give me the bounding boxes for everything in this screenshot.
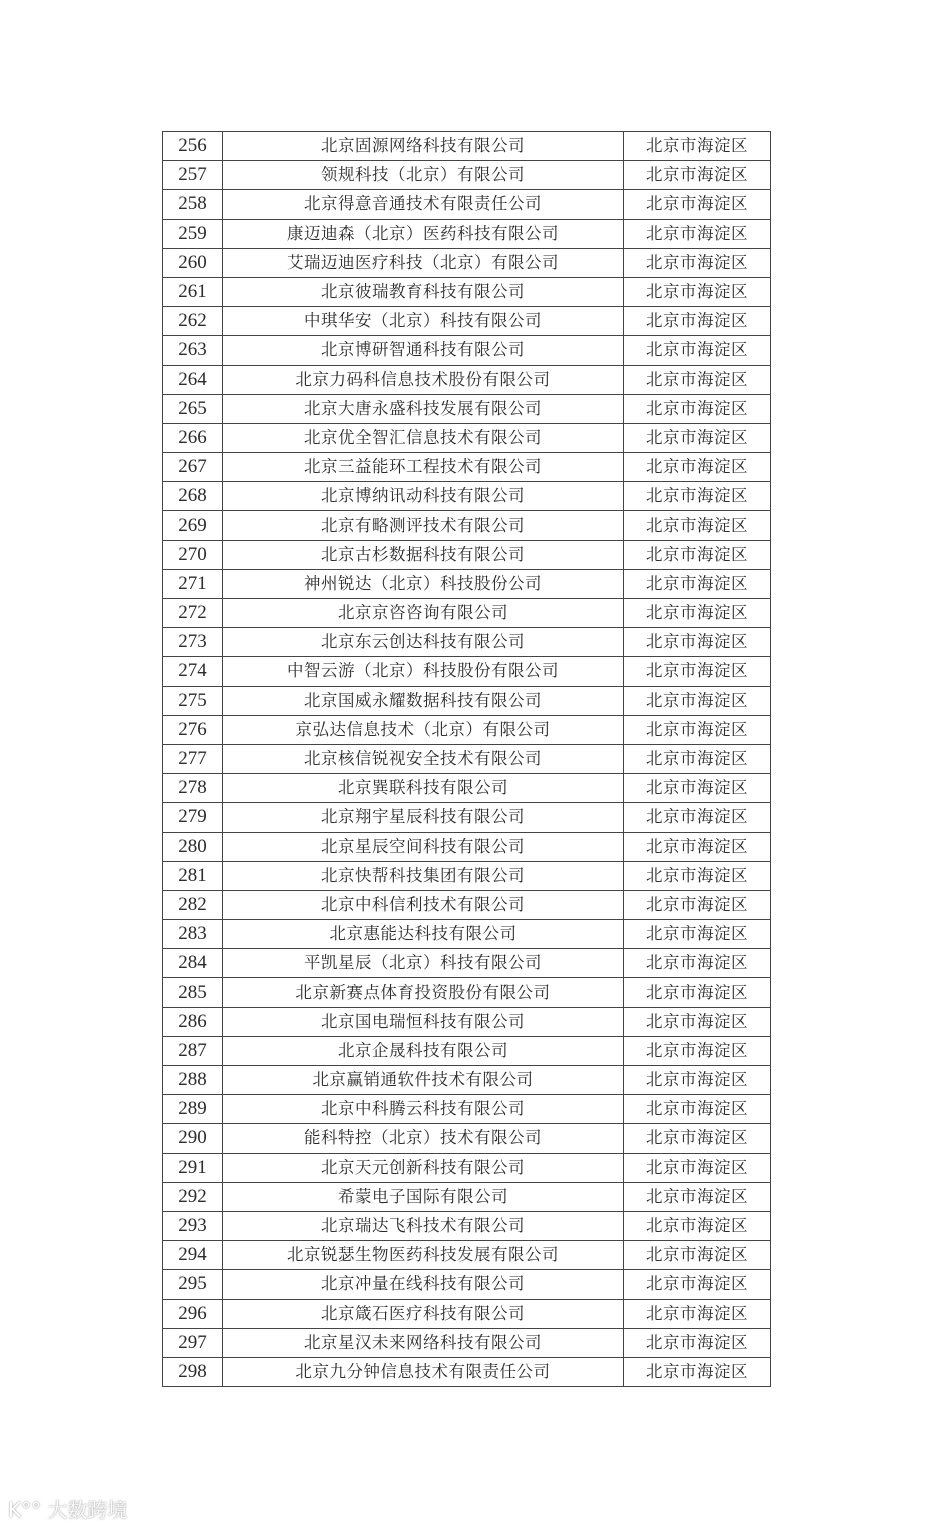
district: 北京市海淀区 bbox=[624, 715, 771, 744]
district: 北京市海淀区 bbox=[624, 832, 771, 861]
row-number: 296 bbox=[163, 1299, 223, 1328]
table-row bbox=[163, 336, 771, 365]
district: 北京市海淀区 bbox=[624, 1066, 771, 1095]
row-number: 261 bbox=[163, 277, 223, 306]
row-number: 295 bbox=[163, 1270, 223, 1299]
table-row bbox=[163, 1328, 771, 1357]
company-name: 北京核信锐视安全技术有限公司 bbox=[223, 744, 624, 773]
company-name: 北京优全智汇信息技术有限公司 bbox=[223, 423, 624, 452]
company-name: 北京锐瑟生物医药科技发展有限公司 bbox=[223, 1241, 624, 1270]
district: 北京市海淀区 bbox=[624, 1124, 771, 1153]
district: 北京市海淀区 bbox=[624, 1328, 771, 1357]
company-name: 北京箴石医疗科技有限公司 bbox=[223, 1299, 624, 1328]
company-name: 北京冲量在线科技有限公司 bbox=[223, 1270, 624, 1299]
district: 北京市海淀区 bbox=[624, 540, 771, 569]
watermark-logo bbox=[8, 1494, 127, 1523]
company-name: 北京快帮科技集团有限公司 bbox=[223, 861, 624, 890]
table-row bbox=[163, 686, 771, 715]
row-number: 285 bbox=[163, 978, 223, 1007]
table-row bbox=[163, 744, 771, 773]
table-row bbox=[163, 715, 771, 744]
company-name: 北京企晟科技有限公司 bbox=[223, 1036, 624, 1065]
row-number: 288 bbox=[163, 1066, 223, 1095]
company-name: 北京国威永耀数据科技有限公司 bbox=[223, 686, 624, 715]
company-name: 北京大唐永盛科技发展有限公司 bbox=[223, 394, 624, 423]
district: 北京市海淀区 bbox=[624, 920, 771, 949]
row-number: 263 bbox=[163, 336, 223, 365]
district: 北京市海淀区 bbox=[624, 803, 771, 832]
district: 北京市海淀区 bbox=[624, 1357, 771, 1386]
company-name: 北京中科信利技术有限公司 bbox=[223, 890, 624, 919]
watermark-icon: K°° bbox=[8, 1498, 42, 1522]
row-number: 276 bbox=[163, 715, 223, 744]
row-number: 279 bbox=[163, 803, 223, 832]
table-row bbox=[163, 453, 771, 482]
district: 北京市海淀区 bbox=[624, 1153, 771, 1182]
row-number: 284 bbox=[163, 949, 223, 978]
company-name: 北京星辰空间科技有限公司 bbox=[223, 832, 624, 861]
row-number: 270 bbox=[163, 540, 223, 569]
watermark-text: 大数跨境 bbox=[47, 1498, 128, 1522]
district: 北京市海淀区 bbox=[624, 890, 771, 919]
table-row bbox=[163, 1241, 771, 1270]
company-name: 北京彼瑞教育科技有限公司 bbox=[223, 277, 624, 306]
company-name: 北京九分钟信息技术有限责任公司 bbox=[223, 1357, 624, 1386]
company-name: 北京东云创达科技有限公司 bbox=[223, 628, 624, 657]
row-number: 297 bbox=[163, 1328, 223, 1357]
company-name: 北京新赛点体育投资股份有限公司 bbox=[223, 978, 624, 1007]
row-number: 265 bbox=[163, 394, 223, 423]
district: 北京市海淀区 bbox=[624, 1036, 771, 1065]
company-name: 康迈迪森（北京）医药科技有限公司 bbox=[223, 219, 624, 248]
company-name: 北京国电瑞恒科技有限公司 bbox=[223, 1007, 624, 1036]
row-number: 294 bbox=[163, 1241, 223, 1270]
district: 北京市海淀区 bbox=[624, 1182, 771, 1211]
district: 北京市海淀区 bbox=[624, 453, 771, 482]
row-number: 259 bbox=[163, 219, 223, 248]
row-number: 264 bbox=[163, 365, 223, 394]
company-name: 北京力码科信息技术股份有限公司 bbox=[223, 365, 624, 394]
row-number: 282 bbox=[163, 890, 223, 919]
company-name: 北京翔宇星辰科技有限公司 bbox=[223, 803, 624, 832]
row-number: 257 bbox=[163, 161, 223, 190]
row-number: 298 bbox=[163, 1357, 223, 1386]
row-number: 258 bbox=[163, 190, 223, 219]
table-row bbox=[163, 628, 771, 657]
company-name: 北京赢销通软件技术有限公司 bbox=[223, 1066, 624, 1095]
table-row bbox=[163, 599, 771, 628]
row-number: 293 bbox=[163, 1211, 223, 1240]
company-name: 中琪华安（北京）科技有限公司 bbox=[223, 307, 624, 336]
row-number: 287 bbox=[163, 1036, 223, 1065]
table-row bbox=[163, 1299, 771, 1328]
district: 北京市海淀区 bbox=[624, 423, 771, 452]
table-row bbox=[163, 219, 771, 248]
district: 北京市海淀区 bbox=[624, 657, 771, 686]
district: 北京市海淀区 bbox=[624, 1007, 771, 1036]
district: 北京市海淀区 bbox=[624, 628, 771, 657]
district: 北京市海淀区 bbox=[624, 949, 771, 978]
district: 北京市海淀区 bbox=[624, 219, 771, 248]
table-row bbox=[163, 774, 771, 803]
table-row bbox=[163, 1357, 771, 1386]
district: 北京市海淀区 bbox=[624, 336, 771, 365]
district: 北京市海淀区 bbox=[624, 978, 771, 1007]
row-number: 280 bbox=[163, 832, 223, 861]
table-row bbox=[163, 248, 771, 277]
district: 北京市海淀区 bbox=[624, 686, 771, 715]
table-row bbox=[163, 657, 771, 686]
company-name: 北京巽联科技有限公司 bbox=[223, 774, 624, 803]
company-name: 中智云游（北京）科技股份有限公司 bbox=[223, 657, 624, 686]
table-row bbox=[163, 890, 771, 919]
district: 北京市海淀区 bbox=[624, 1270, 771, 1299]
company-name: 北京惠能达科技有限公司 bbox=[223, 920, 624, 949]
table-row bbox=[163, 978, 771, 1007]
company-name: 北京博纳讯动科技有限公司 bbox=[223, 482, 624, 511]
table-row bbox=[163, 803, 771, 832]
table-row bbox=[163, 161, 771, 190]
district: 北京市海淀区 bbox=[624, 482, 771, 511]
table-row bbox=[163, 1153, 771, 1182]
row-number: 290 bbox=[163, 1124, 223, 1153]
company-name: 神州锐达（北京）科技股份公司 bbox=[223, 569, 624, 598]
table-row bbox=[163, 482, 771, 511]
table-row bbox=[163, 307, 771, 336]
row-number: 274 bbox=[163, 657, 223, 686]
table-row bbox=[163, 1036, 771, 1065]
row-number: 286 bbox=[163, 1007, 223, 1036]
district: 北京市海淀区 bbox=[624, 132, 771, 161]
district: 北京市海淀区 bbox=[624, 190, 771, 219]
company-name: 能科特控（北京）技术有限公司 bbox=[223, 1124, 624, 1153]
district: 北京市海淀区 bbox=[624, 394, 771, 423]
table-row bbox=[163, 365, 771, 394]
table-row bbox=[163, 832, 771, 861]
row-number: 277 bbox=[163, 744, 223, 773]
table-row bbox=[163, 1211, 771, 1240]
company-name: 领规科技（北京）有限公司 bbox=[223, 161, 624, 190]
district: 北京市海淀区 bbox=[624, 277, 771, 306]
district: 北京市海淀区 bbox=[624, 1211, 771, 1240]
row-number: 283 bbox=[163, 920, 223, 949]
table-row bbox=[163, 511, 771, 540]
company-name: 艾瑞迈迪医疗科技（北京）有限公司 bbox=[223, 248, 624, 277]
table-row bbox=[163, 920, 771, 949]
company-name: 希蒙电子国际有限公司 bbox=[223, 1182, 624, 1211]
company-name: 北京中科腾云科技有限公司 bbox=[223, 1095, 624, 1124]
district: 北京市海淀区 bbox=[624, 1299, 771, 1328]
district: 北京市海淀区 bbox=[624, 248, 771, 277]
company-name: 北京有略测评技术有限公司 bbox=[223, 511, 624, 540]
company-name: 京弘达信息技术（北京）有限公司 bbox=[223, 715, 624, 744]
row-number: 275 bbox=[163, 686, 223, 715]
row-number: 266 bbox=[163, 423, 223, 452]
table-row bbox=[163, 394, 771, 423]
row-number: 267 bbox=[163, 453, 223, 482]
company-name: 北京三益能环工程技术有限公司 bbox=[223, 453, 624, 482]
company-name: 北京博研智通科技有限公司 bbox=[223, 336, 624, 365]
row-number: 273 bbox=[163, 628, 223, 657]
company-name: 平凯星辰（北京）科技有限公司 bbox=[223, 949, 624, 978]
row-number: 260 bbox=[163, 248, 223, 277]
company-name: 北京得意音通技术有限责任公司 bbox=[223, 190, 624, 219]
district: 北京市海淀区 bbox=[624, 744, 771, 773]
district: 北京市海淀区 bbox=[624, 569, 771, 598]
table-row bbox=[163, 1095, 771, 1124]
table-row bbox=[163, 540, 771, 569]
row-number: 268 bbox=[163, 482, 223, 511]
company-name: 北京固源网络科技有限公司 bbox=[223, 132, 624, 161]
district: 北京市海淀区 bbox=[624, 161, 771, 190]
table-row bbox=[163, 1066, 771, 1095]
company-name: 北京古杉数据科技有限公司 bbox=[223, 540, 624, 569]
district: 北京市海淀区 bbox=[624, 861, 771, 890]
table-row bbox=[163, 132, 771, 161]
row-number: 272 bbox=[163, 599, 223, 628]
table-row bbox=[163, 423, 771, 452]
company-name: 北京天元创新科技有限公司 bbox=[223, 1153, 624, 1182]
row-number: 278 bbox=[163, 774, 223, 803]
table-row bbox=[163, 569, 771, 598]
row-number: 262 bbox=[163, 307, 223, 336]
district: 北京市海淀区 bbox=[624, 365, 771, 394]
company-name: 北京星汉未来网络科技有限公司 bbox=[223, 1328, 624, 1357]
row-number: 289 bbox=[163, 1095, 223, 1124]
company-name: 北京京咨咨询有限公司 bbox=[223, 599, 624, 628]
district: 北京市海淀区 bbox=[624, 1095, 771, 1124]
row-number: 269 bbox=[163, 511, 223, 540]
row-number: 291 bbox=[163, 1153, 223, 1182]
table-row bbox=[163, 277, 771, 306]
table-row bbox=[163, 949, 771, 978]
table-row bbox=[163, 861, 771, 890]
company-table bbox=[162, 131, 771, 1387]
district: 北京市海淀区 bbox=[624, 774, 771, 803]
row-number: 292 bbox=[163, 1182, 223, 1211]
row-number: 256 bbox=[163, 132, 223, 161]
company-name: 北京瑞达飞科技术有限公司 bbox=[223, 1211, 624, 1240]
table-row bbox=[163, 1270, 771, 1299]
row-number: 271 bbox=[163, 569, 223, 598]
district: 北京市海淀区 bbox=[624, 511, 771, 540]
district: 北京市海淀区 bbox=[624, 1241, 771, 1270]
row-number: 281 bbox=[163, 861, 223, 890]
table-row bbox=[163, 1182, 771, 1211]
district: 北京市海淀区 bbox=[624, 599, 771, 628]
table-row bbox=[163, 190, 771, 219]
table-row bbox=[163, 1007, 771, 1036]
district: 北京市海淀区 bbox=[624, 307, 771, 336]
table-row bbox=[163, 1124, 771, 1153]
